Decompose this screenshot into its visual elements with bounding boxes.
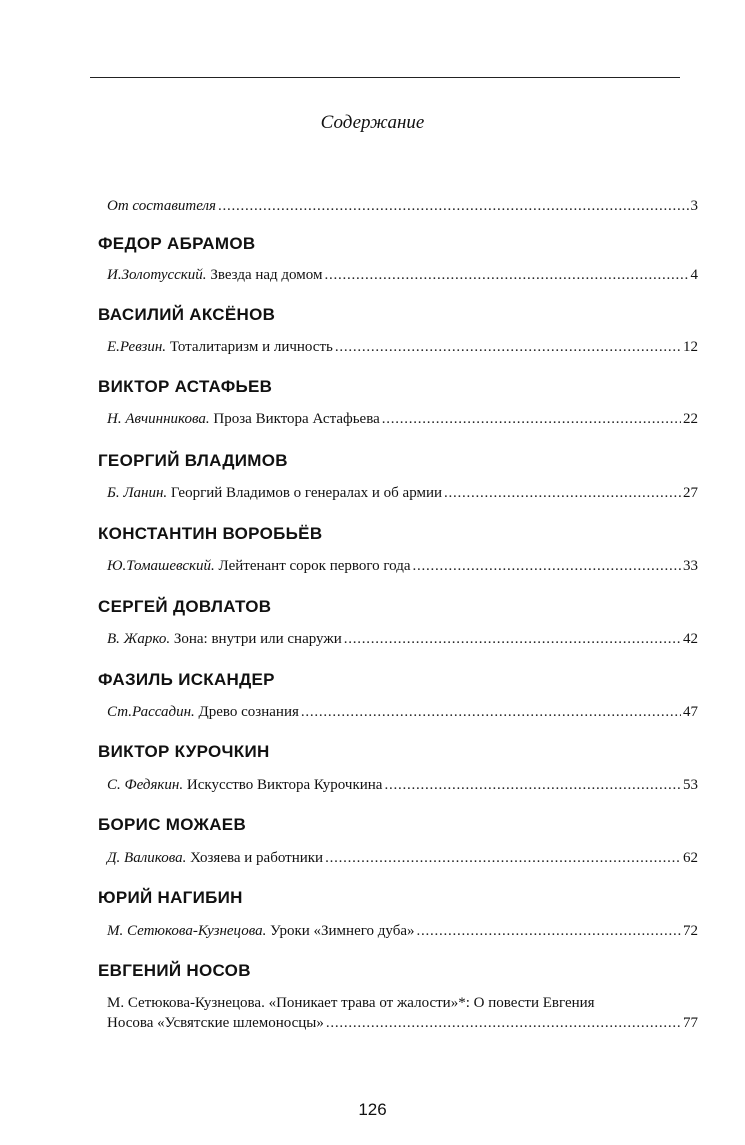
leader-dots: [384, 775, 681, 795]
author-heading: ВИКТОР АСТАФЬЕВ: [98, 377, 273, 396]
article-title: Зона: внутри или снаружи: [173, 631, 342, 647]
toc-section: [98, 888, 698, 941]
leader-dots: [324, 265, 688, 285]
author-heading: БОРИС МОЖАЕВ: [98, 815, 247, 834]
top-rule: [90, 77, 680, 78]
page-ref: 62: [683, 850, 698, 866]
author-heading: ЕВГЕНИЙ НОСОВ: [98, 961, 251, 980]
toc-entry: [98, 921, 698, 941]
toc-entry: [98, 702, 698, 722]
intro-entry: [98, 196, 698, 216]
leader-dots: [416, 921, 681, 941]
page-ref: 72: [683, 923, 698, 939]
toc-entry: [98, 629, 698, 649]
toc-section: [98, 597, 698, 649]
toc-section: [98, 742, 698, 795]
article-title: Хозяева и работники: [190, 850, 324, 866]
leader-dots: [325, 848, 681, 868]
article-title-part2: Носова «Усвятские шлемоносцы»: [107, 1015, 324, 1031]
toc-section: [98, 234, 698, 285]
page-ref: 3: [690, 198, 698, 214]
leader-dots: [326, 1013, 681, 1033]
author-heading: ЮРИЙ НАГИБИН: [98, 888, 243, 907]
page-ref: 4: [690, 267, 698, 283]
critic-name: Ст.Рассадин.: [107, 704, 195, 720]
article-title: Уроки «Зимнего дуба»: [270, 923, 415, 939]
critic-name: Е.Ревзин.: [107, 339, 167, 355]
leader-dots: [218, 196, 688, 216]
article-title: Звезда над домом: [210, 267, 323, 283]
toc-entry-line1: [98, 993, 698, 1013]
critic-name: М. Сетюкова-Кузнецова.: [107, 995, 265, 1011]
author-heading: ФАЗИЛЬ ИСКАНДЕР: [98, 670, 275, 689]
author-heading: ГЕОРГИЙ ВЛАДИМОВ: [98, 451, 288, 470]
article-title: Тоталитаризм и личность: [169, 339, 333, 355]
critic-name: В. Жарко.: [107, 631, 171, 647]
page-ref: 12: [683, 339, 698, 355]
toc-entry: [98, 337, 698, 357]
article-title: Георгий Владимов о генералах и об армии: [170, 485, 443, 501]
leader-dots: [344, 629, 681, 649]
author-heading: ВАСИЛИЙ АКСЁНОВ: [98, 305, 276, 324]
intro-label: От составителя: [107, 198, 217, 214]
toc-entry: [98, 265, 698, 285]
critic-name: Ю.Томашевский.: [107, 558, 215, 574]
article-title: Лейтенант сорок первого года: [218, 558, 411, 574]
leader-dots: [413, 556, 681, 576]
author-heading: СЕРГЕЙ ДОВЛАТОВ: [98, 597, 272, 616]
page-ref: 47: [683, 704, 698, 720]
author-heading: ФЕДОР АБРАМОВ: [98, 234, 256, 253]
critic-name: Н. Авчинникова.: [107, 411, 210, 427]
page-ref: 42: [683, 631, 698, 647]
toc-section: [98, 377, 698, 429]
page-ref: 27: [683, 485, 698, 501]
article-title: Проза Виктора Астафьева: [213, 411, 380, 427]
page-number: 126: [358, 1100, 387, 1119]
toc-entry: [98, 483, 698, 503]
toc-entry: [98, 409, 698, 429]
toc-section: [98, 305, 698, 357]
toc-section: [98, 670, 698, 722]
leader-dots: [382, 409, 681, 429]
toc-section: [98, 815, 698, 868]
toc-entry: [98, 775, 698, 795]
critic-name: Д. Валикова.: [107, 850, 187, 866]
page-title: Содержание: [320, 112, 425, 133]
page-ref: 22: [683, 411, 698, 427]
article-title-part1: «Поникает трава от жалости»*: О повести Евгения: [268, 995, 595, 1011]
leader-dots: [444, 483, 681, 503]
critic-name: М. Сетюкова-Кузнецова.: [107, 923, 267, 939]
leader-dots: [301, 702, 681, 722]
page-ref: 33: [683, 558, 698, 574]
toc-section: [98, 451, 698, 503]
article-title: Искусство Виктора Курочкина: [186, 777, 383, 793]
toc-entry: [98, 556, 698, 576]
toc-entry: [98, 848, 698, 868]
page-ref: 53: [683, 777, 698, 793]
article-title: Древо сознания: [198, 704, 299, 720]
critic-name: И.Золотусский.: [107, 267, 207, 283]
author-heading: ВИКТОР КУРОЧКИН: [98, 742, 270, 761]
toc-entry-line2: [98, 1013, 698, 1033]
toc-section: [98, 524, 698, 576]
critic-name: С. Федякин.: [107, 777, 184, 793]
leader-dots: [335, 337, 681, 357]
critic-name: Б. Ланин.: [107, 485, 168, 501]
toc-section: [98, 961, 698, 1033]
author-heading: КОНСТАНТИН ВОРОБЬЁВ: [98, 524, 323, 543]
page-ref: 77: [683, 1015, 698, 1031]
